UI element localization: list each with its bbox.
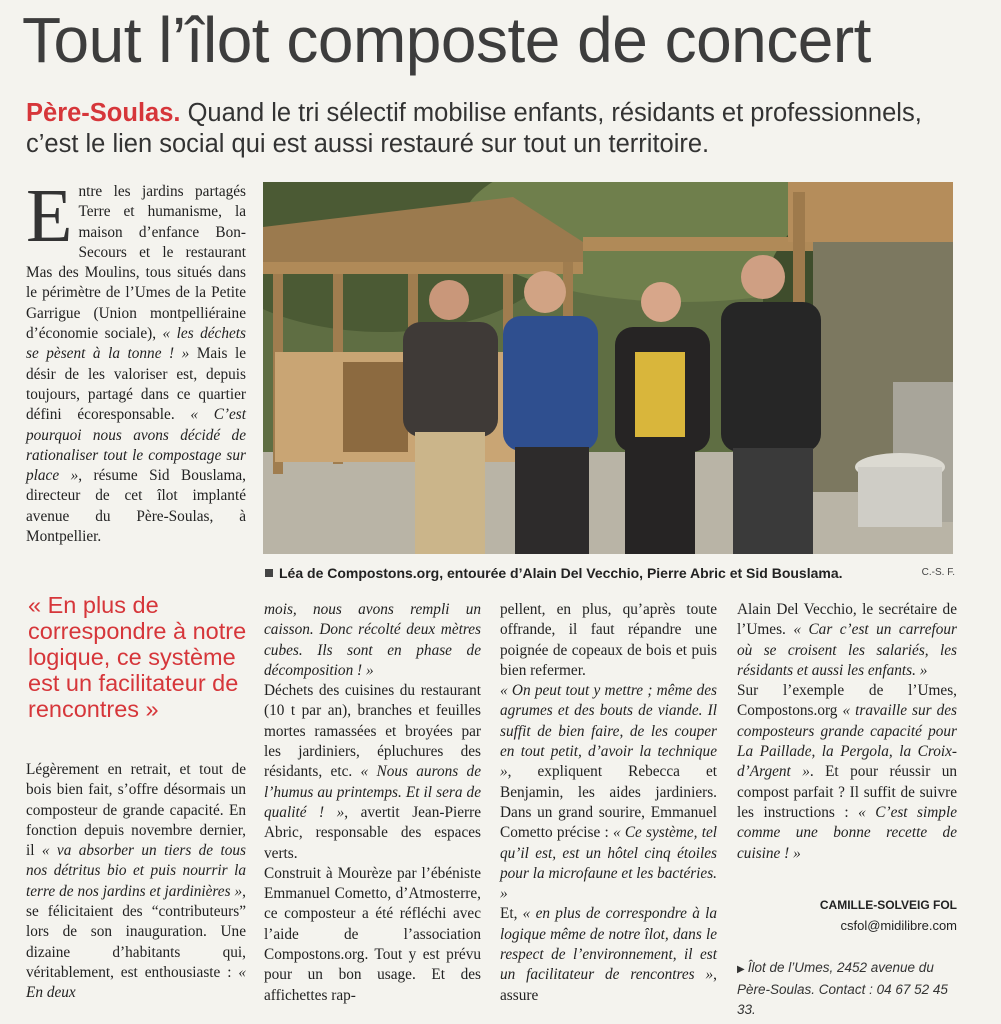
col1b-text-a: Légèrement en retrait, et tout de bois bien fait, s’offre désormais un composteur de grande capacité. En fonction depuis novembre dernier, il xyxy=(26,761,246,860)
col2-quote-a: mois, nous avons rempli un caisson. Donc récolté deux mètres cubes. Ils sont en phase de décomposition ! » xyxy=(264,601,481,679)
author-byline: CAMILLE-SOLVEIG FOL xyxy=(819,898,957,912)
col3-quote-d: « Ce système, tel qu’il est, est un hôtel cinq étoiles pour la microfaune et les bactéries. » xyxy=(500,824,717,903)
col3-text-a: pellent, en plus, qu’après toute offrande, il faut répandre une poignée de copeaux de bois et puis bien refermer. xyxy=(500,601,717,679)
col2-quote-c: « Nous aurons de l’humus au printemps. Et il sera de qualité ! » xyxy=(264,763,481,821)
col4-text-c: Sur l’exemple de l’Umes, Compostons.org xyxy=(737,682,957,720)
column-1-body xyxy=(26,760,246,1004)
col3-text-g: , assure xyxy=(500,966,717,1004)
col1-quote-d: « C’est pourquoi nous avons décidé de rationaliser tout le compostage sur place » xyxy=(26,406,247,485)
drop-cap: E xyxy=(26,174,73,258)
col1b-text-c: , se félicitaient des “contributeurs” lors de son inauguration. Une dizaine d’habitants qui, véritablement, est enthousiaste : xyxy=(26,882,246,981)
column-2 xyxy=(264,600,481,1006)
col1-text-e: , résume Sid Bouslama, directeur de cet îlot implanté avenue du Père-Soulas, à Montpellier. xyxy=(26,467,246,546)
column-1-intro xyxy=(26,174,247,547)
photo-credit: C.-S. F. xyxy=(921,567,955,578)
col1-quote-b: « les déchets se pèsent à la tonne ! » xyxy=(26,325,246,363)
triangle-icon: ▶ xyxy=(737,964,745,975)
headline: Tout l’îlot composte de concert xyxy=(22,4,871,76)
info-text: Îlot de l’Umes, 2452 avenue du Père-Soulas. Contact : 04 67 52 45 33. xyxy=(737,960,948,1017)
column-4 xyxy=(737,600,957,864)
author-email: csfol@midilibre.com xyxy=(840,918,957,933)
col3-quote-f: « en plus de correspondre à la logique même de notre îlot, dans le respect de l’environnement, il est un facilitateur de rencontres » xyxy=(500,905,717,984)
photo-caption xyxy=(265,565,955,581)
col2-text-e: Construit à Mourèze par l’ébéniste Emmanuel Cometto, d’Atmosterre, ce composteur a été réfléchi avec l’aide de l’association Compostons.org. Tout y est prévu pour un bon usage. Et des affichettes rap- xyxy=(264,864,481,1004)
col1b-quote-d: « En deux xyxy=(26,963,246,1002)
col4-quote-d: « travaille sur des composteurs grande capacité pour La Paillade, la Pergola, la Croix-d’Argent » xyxy=(737,702,958,781)
col1-text-a: ntre les jardins partagés Terre et humanisme, la maison d’enfance Bon-Secours et le restaurant Mas des Moulins, tous situés dans le périmètre de l’Umes de la Petite Garrigue (Union montpelliéraine d’économie sociale), xyxy=(26,183,246,343)
info-box xyxy=(737,958,957,1020)
pull-quote: « En plus de correspondre à notre logique, ce système est un facilitateur de rencontres » xyxy=(28,592,247,722)
article-photo xyxy=(263,182,953,554)
caption-text: Léa de Compostons.org, entourée d’Alain Del Vecchio, Pierre Abric et Sid Bouslama. xyxy=(279,565,843,581)
col1-text-c: Mais le désir de les valoriser est, depuis toujours, partagé dans ce quartier défini écoresponsable. xyxy=(26,345,246,424)
col4-quote-f: « C’est simple comme une bonne recette de cuisine ! » xyxy=(737,803,957,862)
col4-text-e: . Et pour réussir un compost parfait ? Il suffit de suivre les instructions : xyxy=(737,763,957,821)
col3-text-c: , expliquent Rebecca et Benjamin, les aides jardiniers. Dans un grand sourire, Emmanuel Cometto précise : xyxy=(500,763,717,842)
col4-quote-b: « Car c’est un carrefour où se croisent les salariés, les résidants et aussi les enfants. » xyxy=(737,621,957,679)
caption-bullet-icon xyxy=(265,569,273,577)
col1b-quote-b: « va absorber un tiers de tous nos détritus bio et puis nourrir la terre de nos jardins et jardinières » xyxy=(26,842,246,900)
col2-text-b: Déchets des cuisines du restaurant (10 t par an), branches et feuilles mortes ramassées et broyées par les jardiniers, épluchures des résidants, etc. xyxy=(264,682,481,781)
lede-text: Quand le tri sélectif mobilise enfants, résidants et professionnels, c’est le lien social qui est aussi restauré sur tout un territoire. xyxy=(26,99,922,158)
col2-text-d: , avertit Jean-Pierre Abric, responsable des espaces verts. xyxy=(264,803,481,862)
col3-text-e: Et, xyxy=(500,905,523,923)
lede xyxy=(26,98,976,160)
column-3 xyxy=(500,600,717,1006)
col3-quote-b: « On peut tout y mettre ; même des agrumes et des bouts de viande. Il suffit de bien faire, de les couper en tout petit, d’avoir la technique » xyxy=(500,682,717,781)
lede-place: Père-Soulas. xyxy=(26,99,181,127)
col4-text-a: Alain Del Vecchio, le secrétaire de l’Umes. xyxy=(737,601,957,639)
